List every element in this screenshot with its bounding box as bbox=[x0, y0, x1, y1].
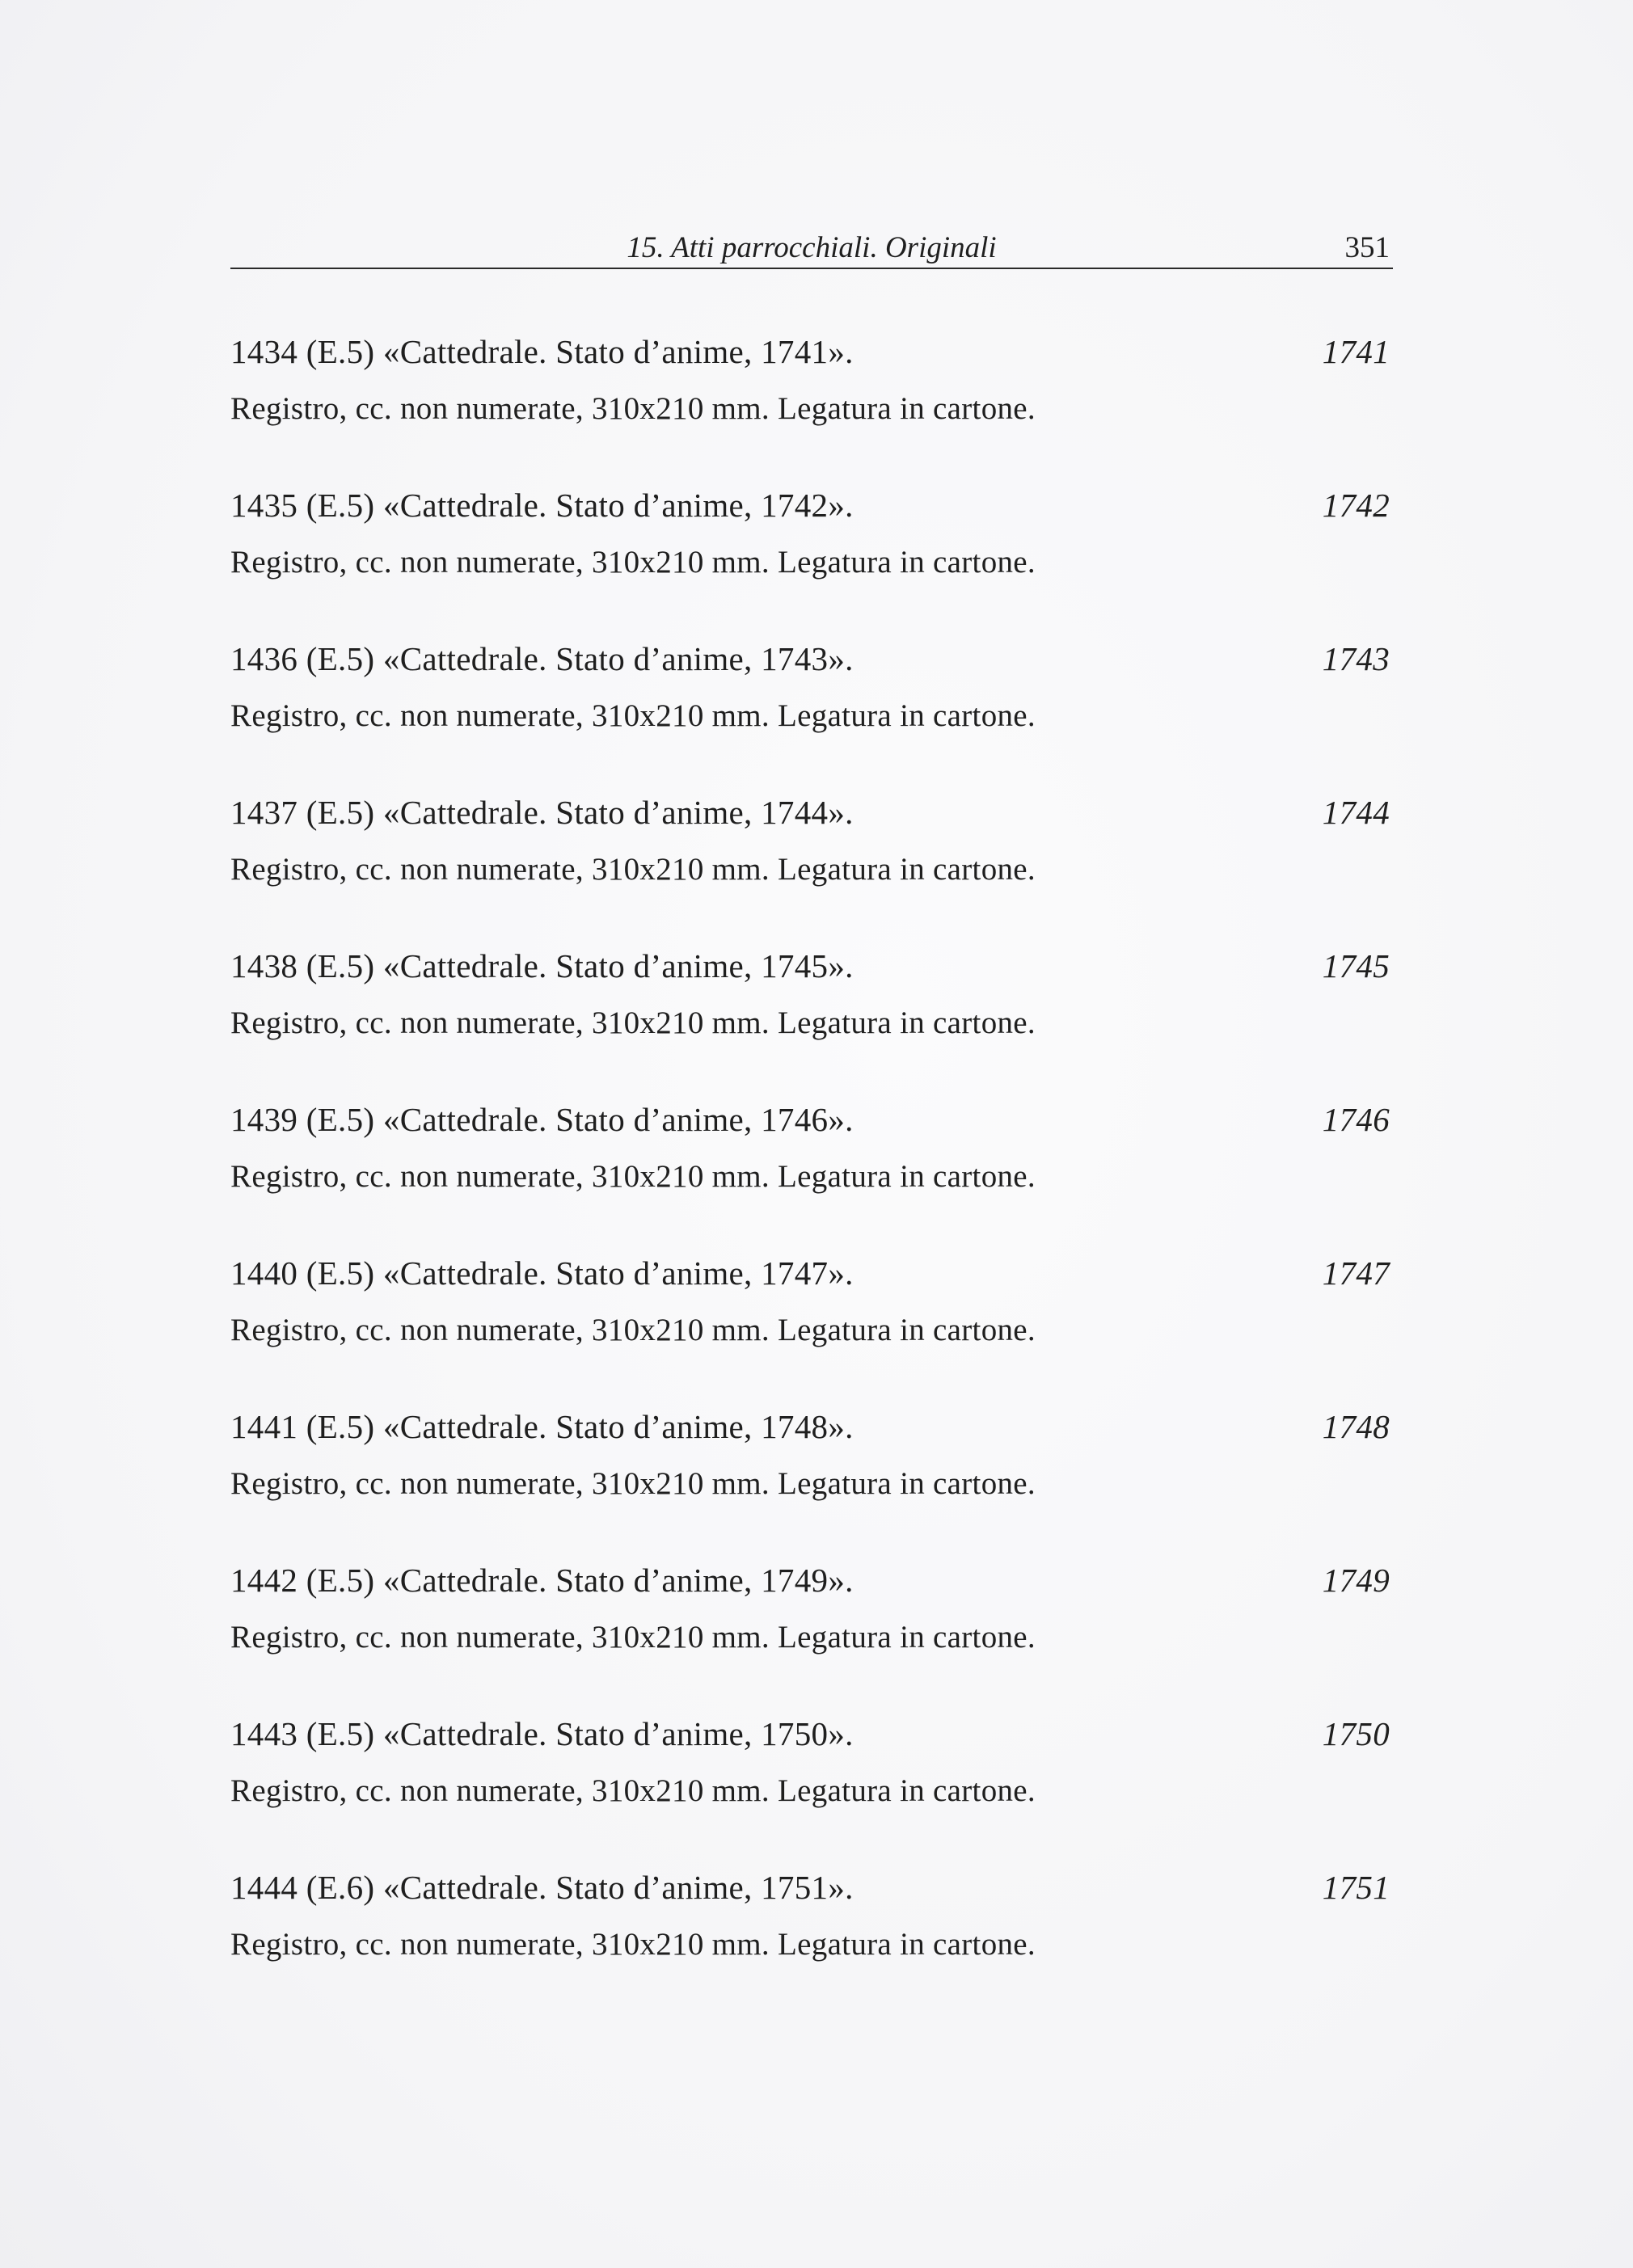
entry-title: 1434 (E.5) «Cattedrale. Stato d’anime, 1741». bbox=[230, 333, 854, 370]
page-number: 351 bbox=[1344, 231, 1390, 264]
entry-description: Registro, cc. non numerate, 310x210 mm. Legatura in cartone. bbox=[230, 391, 1036, 426]
entry-year: 1746 bbox=[1322, 1101, 1390, 1138]
catalog-entry bbox=[230, 1556, 1393, 1709]
running-header bbox=[230, 229, 1393, 269]
catalog-entry bbox=[230, 481, 1393, 634]
entry-year: 1747 bbox=[1322, 1254, 1390, 1292]
entry-title: 1439 (E.5) «Cattedrale. Stato d’anime, 1746». bbox=[230, 1101, 854, 1138]
entry-description: Registro, cc. non numerate, 310x210 mm. Legatura in cartone. bbox=[230, 1313, 1036, 1347]
entry-description: Registro, cc. non numerate, 310x210 mm. Legatura in cartone. bbox=[230, 1005, 1036, 1040]
entry-year: 1744 bbox=[1322, 794, 1390, 831]
entry-year: 1751 bbox=[1322, 1869, 1390, 1906]
entry-description: Registro, cc. non numerate, 310x210 mm. Legatura in cartone. bbox=[230, 1466, 1036, 1501]
catalog-entry bbox=[230, 634, 1393, 788]
entry-title: 1436 (E.5) «Cattedrale. Stato d’anime, 1743». bbox=[230, 640, 854, 677]
entry-year: 1743 bbox=[1322, 640, 1390, 677]
entry-year: 1749 bbox=[1322, 1562, 1390, 1599]
entry-description: Registro, cc. non numerate, 310x210 mm. Legatura in cartone. bbox=[230, 1927, 1036, 1962]
entry-description: Registro, cc. non numerate, 310x210 mm. Legatura in cartone. bbox=[230, 1159, 1036, 1194]
catalog-entry bbox=[230, 1095, 1393, 1249]
entry-title: 1443 (E.5) «Cattedrale. Stato d’anime, 1750». bbox=[230, 1715, 854, 1752]
catalog-entry bbox=[230, 1863, 1393, 2017]
entry-title: 1442 (E.5) «Cattedrale. Stato d’anime, 1749». bbox=[230, 1562, 854, 1599]
entry-year: 1741 bbox=[1322, 333, 1390, 370]
entry-title: 1435 (E.5) «Cattedrale. Stato d’anime, 1742». bbox=[230, 487, 854, 524]
entry-description: Registro, cc. non numerate, 310x210 mm. Legatura in cartone. bbox=[230, 1620, 1036, 1655]
entry-year: 1748 bbox=[1322, 1408, 1390, 1445]
entry-year: 1742 bbox=[1322, 487, 1390, 524]
entry-description: Registro, cc. non numerate, 310x210 mm. Legatura in cartone. bbox=[230, 698, 1036, 733]
running-header-title: 15. Atti parrocchiali. Originali bbox=[627, 231, 997, 264]
entry-year: 1750 bbox=[1322, 1715, 1390, 1752]
entry-title: 1441 (E.5) «Cattedrale. Stato d’anime, 1748». bbox=[230, 1408, 854, 1445]
entry-description: Registro, cc. non numerate, 310x210 mm. Legatura in cartone. bbox=[230, 545, 1036, 580]
entry-year: 1745 bbox=[1322, 947, 1390, 984]
catalog-entry bbox=[230, 1709, 1393, 1863]
entry-title: 1444 (E.6) «Cattedrale. Stato d’anime, 1751». bbox=[230, 1869, 854, 1906]
entry-title: 1437 (E.5) «Cattedrale. Stato d’anime, 1744». bbox=[230, 794, 854, 831]
entry-title: 1438 (E.5) «Cattedrale. Stato d’anime, 1745». bbox=[230, 947, 854, 984]
entry-description: Registro, cc. non numerate, 310x210 mm. Legatura in cartone. bbox=[230, 852, 1036, 887]
catalog-entry bbox=[230, 942, 1393, 1095]
entry-title: 1440 (E.5) «Cattedrale. Stato d’anime, 1747». bbox=[230, 1254, 854, 1292]
catalog-entry bbox=[230, 327, 1393, 481]
catalog-entry bbox=[230, 788, 1393, 942]
catalog-entry bbox=[230, 1249, 1393, 1402]
entry-list bbox=[230, 327, 1393, 2017]
entry-description: Registro, cc. non numerate, 310x210 mm. Legatura in cartone. bbox=[230, 1773, 1036, 1808]
catalog-entry bbox=[230, 1402, 1393, 1556]
